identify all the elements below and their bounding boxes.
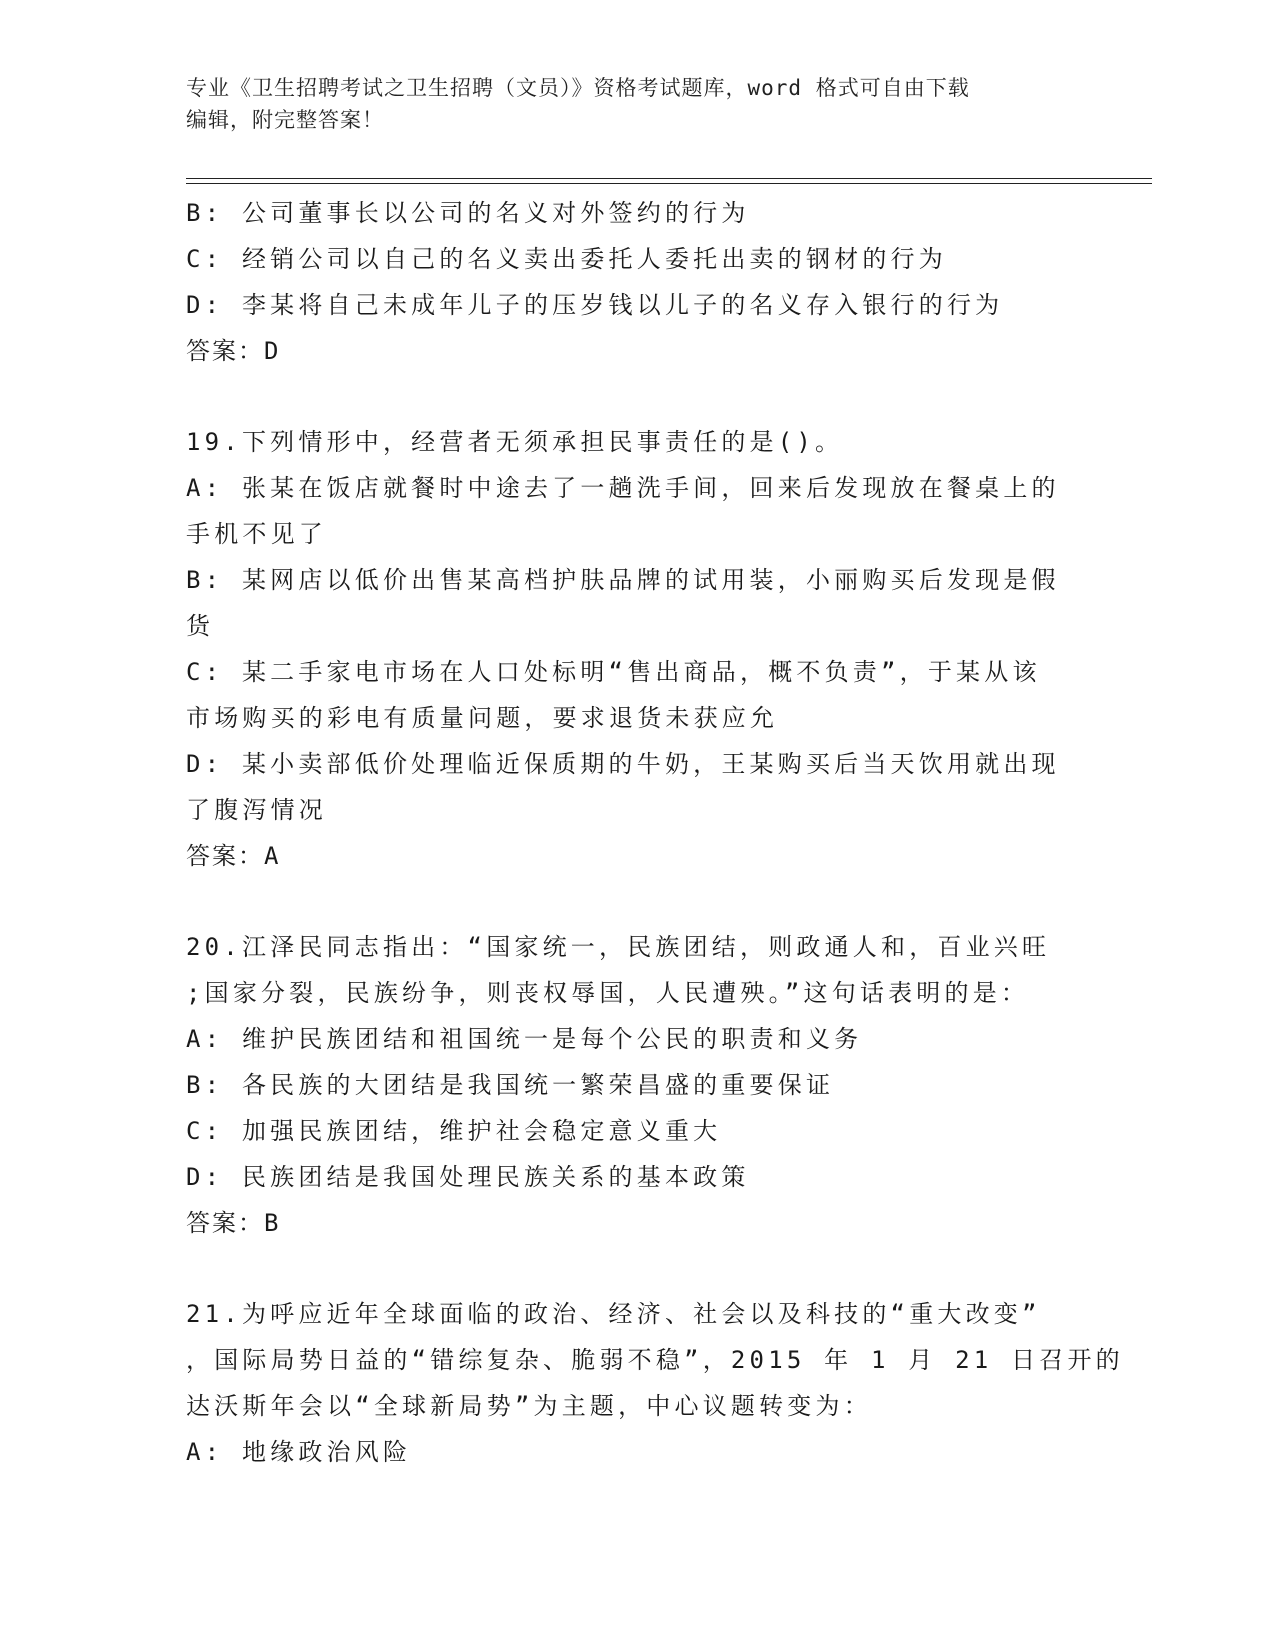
question-stem-continued: 达沃斯年会以“全球新局势”为主题，中心议题转变为： xyxy=(186,1392,872,1420)
document-header xyxy=(186,72,1066,136)
option-d: D: 某小卖部低价处理临近保质期的牛奶，王某购买后当天饮用就出现 xyxy=(186,750,1060,778)
question-stem-continued: ，国际局势日益的“错综复杂、脆弱不稳”，2015 年 1 月 21 日召开的 xyxy=(186,1346,1124,1374)
option-d: D: 民族团结是我国处理民族关系的基本政策 xyxy=(186,1163,750,1191)
option-d: D: 李某将自己未成年儿子的压岁钱以儿子的名义存入银行的行为 xyxy=(186,291,1004,319)
option-b: B: 各民族的大团结是我国统一繁荣昌盛的重要保证 xyxy=(186,1071,835,1099)
option-c: C: 经销公司以自己的名义卖出委托人委托出卖的钢材的行为 xyxy=(186,245,947,273)
option-a: A: 维护民族团结和祖国统一是每个公民的职责和义务 xyxy=(186,1025,863,1053)
option-d-continued: 了腹泻情况 xyxy=(186,796,327,824)
option-b: B: 公司董事长以公司的名义对外签约的行为 xyxy=(186,199,750,227)
question-block-19 xyxy=(186,419,1086,879)
option-a-continued: 手机不见了 xyxy=(186,520,327,548)
header-line-1: 专业《卫生招聘考试之卫生招聘（文员）》资格考试题库，word 格式可自由下载 xyxy=(186,76,970,100)
answer-line: 答案：B xyxy=(186,1209,281,1237)
question-stem: 21.为呼应近年全球面临的政治、经济、社会以及科技的“重大改变” xyxy=(186,1300,1041,1328)
option-c: C: 加强民族团结，维护社会稳定意义重大 xyxy=(186,1117,722,1145)
option-c: C: 某二手家电市场在人口处标明“售出商品，概不负责”，于某从该 xyxy=(186,658,1041,686)
header-rule-top xyxy=(186,178,1152,179)
header-line-2: 编辑，附完整答案！ xyxy=(186,108,384,132)
option-b-continued: 货 xyxy=(186,612,215,640)
question-block-20 xyxy=(186,924,1086,1246)
option-a: A: 张某在饭店就餐时中途去了一趟洗手间，回来后发现放在餐桌上的 xyxy=(186,474,1060,502)
question-stem: 20.江泽民同志指出：“国家统一，民族团结，则政通人和，百业兴旺 xyxy=(186,933,1051,961)
answer-line: 答案：A xyxy=(186,842,281,870)
answer-line: 答案：D xyxy=(186,337,281,365)
option-a: A: 地缘政治风险 xyxy=(186,1438,412,1466)
option-b: B: 某网店以低价出售某高档护肤品牌的试用装，小丽购买后发现是假 xyxy=(186,566,1060,594)
question-stem-continued: ;国家分裂，民族纷争，则丧权辱国，人民遭殃。”这句话表明的是： xyxy=(186,979,1030,1007)
question-block-18 xyxy=(186,190,1086,374)
document-body xyxy=(186,190,1124,1475)
question-block-21 xyxy=(186,1291,1124,1475)
header-rule-bottom xyxy=(186,183,1152,184)
option-c-continued: 市场购买的彩电有质量问题，要求退货未获应允 xyxy=(186,704,779,732)
question-stem: 19.下列情形中，经营者无须承担民事责任的是()。 xyxy=(186,428,844,456)
